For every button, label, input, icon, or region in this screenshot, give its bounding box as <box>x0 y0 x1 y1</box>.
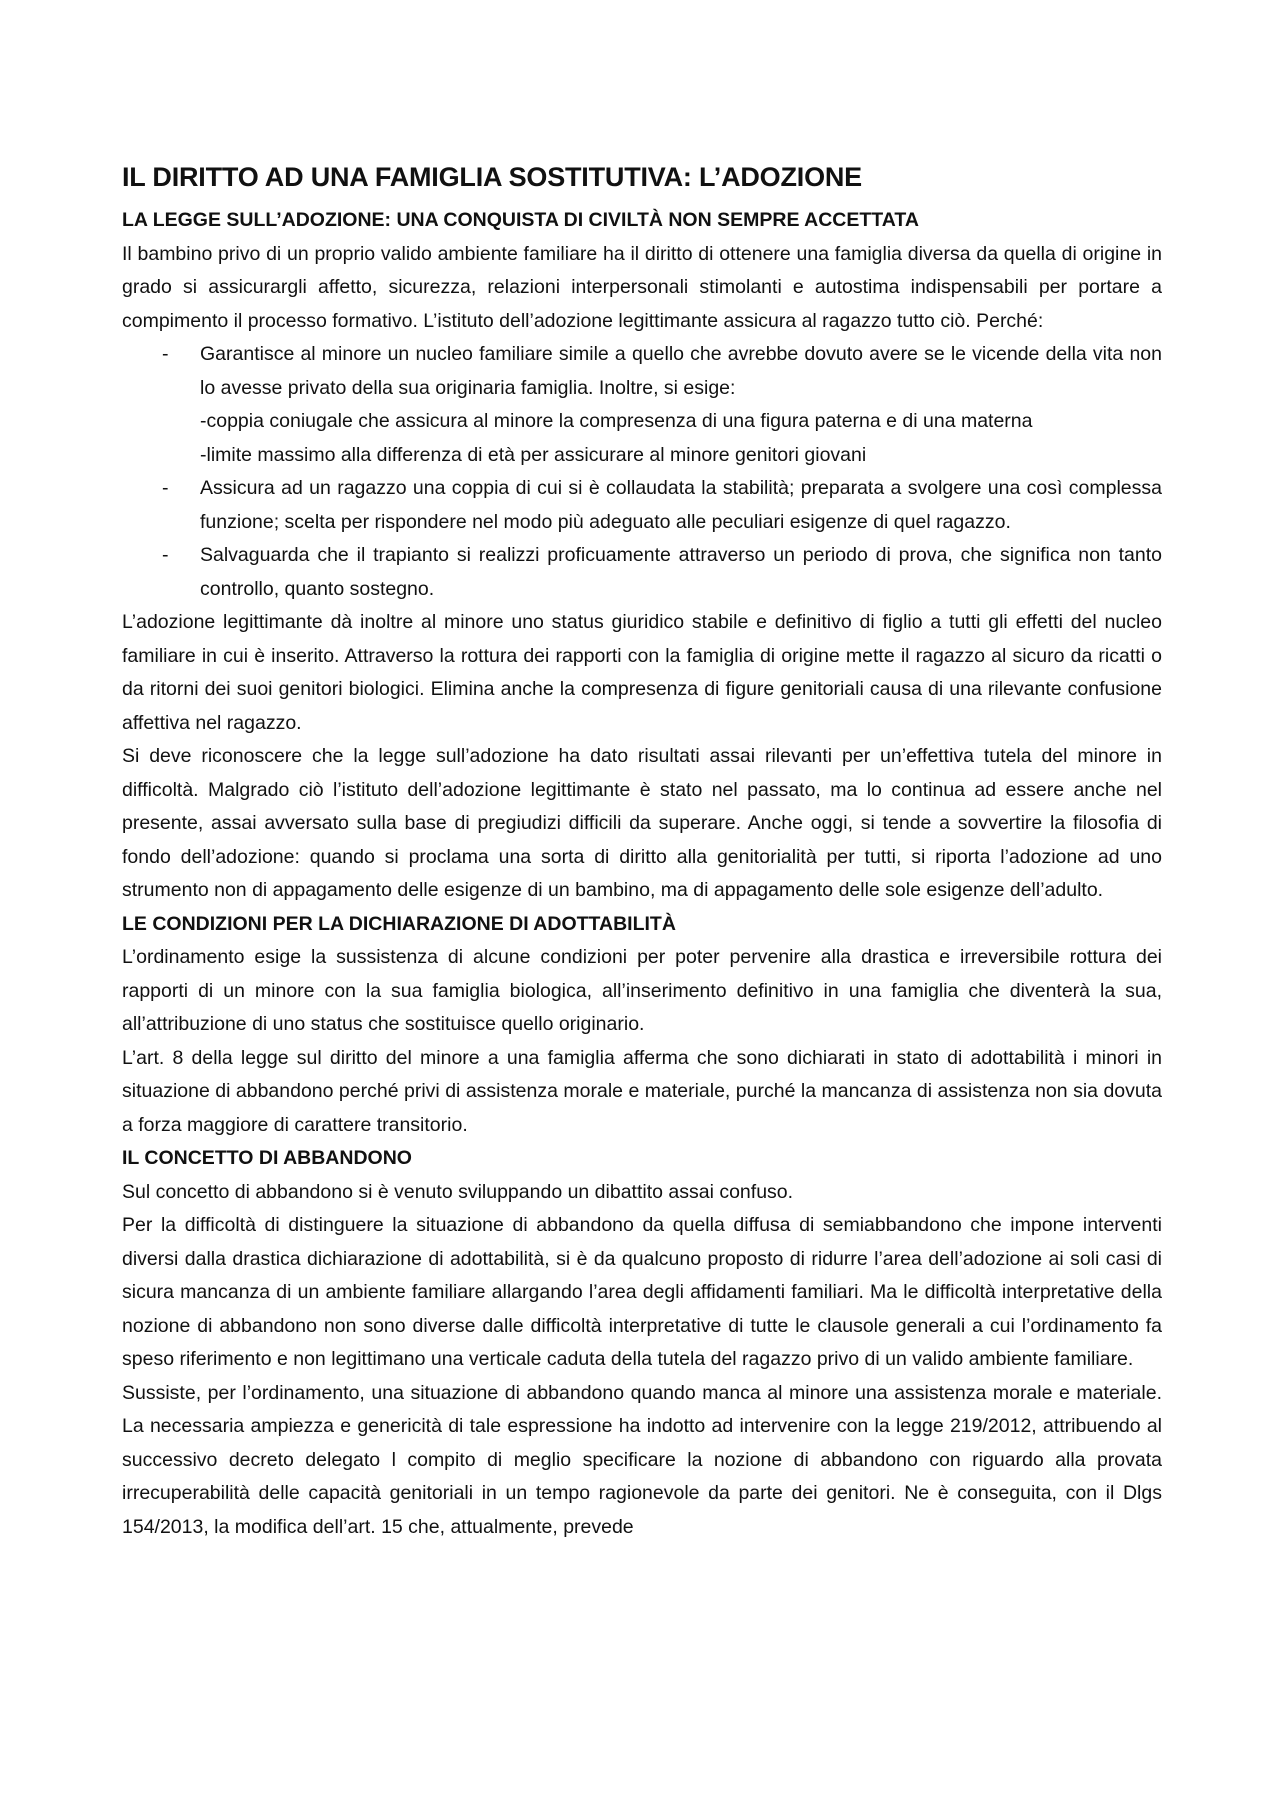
bullet-list <box>122 338 1162 606</box>
bullet-dash: - <box>162 343 169 365</box>
section-heading-abbandono: IL CONCETTO DI ABBANDONO <box>122 1147 412 1169</box>
paragraph: Per la difficoltà di distinguere la situazione di abbandono da quella diffusa di semiabbandono che impone interventi diversi dalla drastica dichiarazione di adottabilità, si è da qualcuno proposto di ridurre l’area dell’adozione ai soli casi di sicura mancanza di un ambiente familiare allargando l’area degli affidamenti familiari. Ma le difficoltà interpretative della nozione di abbandono non sono diverse dalle difficoltà interpretative di tutte le clausole generali a cui l’ordinamento fa speso riferimento e non legittimano una verticale caduta della tutela del ragazzo privo di un valido ambiente familiare. <box>122 1214 1162 1370</box>
bullet-dash: - <box>162 544 169 566</box>
list-item <box>122 338 1162 472</box>
paragraph-intro: Il bambino privo di un proprio valido ambiente familiare ha il diritto di ottenere una famiglia diversa da quella di origine in grado si assicurargli affetto, sicurezza, relazioni interpersonali stimolanti e autostima indispensabili per portare a compimento il processo formativo. L’istituto dell’adozione legittimante assicura al ragazzo tutto ciò. Perché: <box>122 242 1162 332</box>
bullet-subitem: -limite massimo alla differenza di età per assicurare al minore genitori giovani <box>200 443 867 466</box>
paragraph: L’art. 8 della legge sul diritto del minore a una famiglia afferma che sono dichiarati in stato di adottabilità i minori in situazione di abbandono perché privi di assistenza morale e materiale, purché la mancanza di assistenza non sia dovuta a forza maggiore di carattere transitorio. <box>122 1046 1162 1136</box>
paragraph: Si deve riconoscere che la legge sull’adozione ha dato risultati assai rilevanti per un’effettiva tutela del minore in difficoltà. Malgrado ciò l’istituto dell’adozione legittimante è stato nel passato, ma lo continua ad essere anche nel presente, assai avversato sulla base di pregiudizi difficili da superare. Anche oggi, si tende a sovvertire la filosofia di fondo dell’adozione: quando si proclama una sorta di diritto alla genitorialità per tutti, si riporta l’adozione ad uno strumento non di appagamento delle esigenze di un bambino, ma di appagamento delle sole esigenze dell’adulto. <box>122 745 1162 901</box>
section-heading-condizioni: LE CONDIZIONI PER LA DICHIARAZIONE DI ADOTTABILITÀ <box>122 912 676 935</box>
list-item <box>122 539 1162 606</box>
bullet-dash: - <box>162 477 169 499</box>
bullet-text: Assicura ad un ragazzo una coppia di cui si è collaudata la stabilità; preparata a svolgere una così complessa funzione; scelta per rispondere nel modo più adeguato alle peculiari esigenze di quel ragazzo. <box>200 477 1162 533</box>
document-title: IL DIRITTO AD UNA FAMIGLIA SOSTITUTIVA: L’ADOZIONE <box>122 162 862 192</box>
document-page <box>122 158 1162 1544</box>
paragraph: Sussiste, per l’ordinamento, una situazione di abbandono quando manca al minore una assistenza morale e materiale. La necessaria ampiezza e genericità di tale espressione ha indotto ad intervenire con la legge 219/2012, attribuendo al successivo decreto delegato l compito di meglio specificare la nozione di abbandono con riguardo alla provata irrecuperabilità delle capacità genitoriali in un tempo ragionevole da parte dei genitori. Ne è conseguita, con il Dlgs 154/2013, la modifica dell’art. 15 che, attualmente, prevede <box>122 1381 1162 1538</box>
bullet-text: Salvaguarda che il trapianto si realizzi proficuamente attraverso un periodo di prova, che significa non tanto controllo, quanto sostegno. <box>200 544 1162 600</box>
bullet-subitem: -coppia coniugale che assicura al minore la compresenza di una figura paterna e di una materna <box>200 410 1033 432</box>
section-heading-legge-adozione: LA LEGGE SULL’ADOZIONE: UNA CONQUISTA DI CIVILTÀ NON SEMPRE ACCETTATA <box>122 209 919 231</box>
paragraph: Sul concetto di abbandono si è venuto sviluppando un dibattito assai confuso. <box>122 1180 794 1203</box>
paragraph: L’adozione legittimante dà inoltre al minore uno status giuridico stabile e definitivo di figlio a tutti gli effetti del nucleo familiare in cui è inserito. Attraverso la rottura dei rapporti con la famiglia di origine mette il ragazzo al sicuro da ricatti o da ritorni dei suoi genitori biologici. Elimina anche la compresenza di figure genitoriali causa di una rilevante confusione affettiva nel ragazzo. <box>122 611 1162 734</box>
paragraph: L’ordinamento esige la sussistenza di alcune condizioni per poter pervenire alla drastica e irreversibile rottura dei rapporti di un minore con la sua famiglia biologica, all’inserimento definitivo in una famiglia che diventerà la sua, all’attribuzione di uno status che sostituisce quello originario. <box>122 946 1162 1035</box>
bullet-text: Garantisce al minore un nucleo familiare simile a quello che avrebbe dovuto avere se le vicende della vita non lo avesse privato della sua originaria famiglia. Inoltre, si esige: <box>200 343 1162 399</box>
list-item <box>122 472 1162 539</box>
